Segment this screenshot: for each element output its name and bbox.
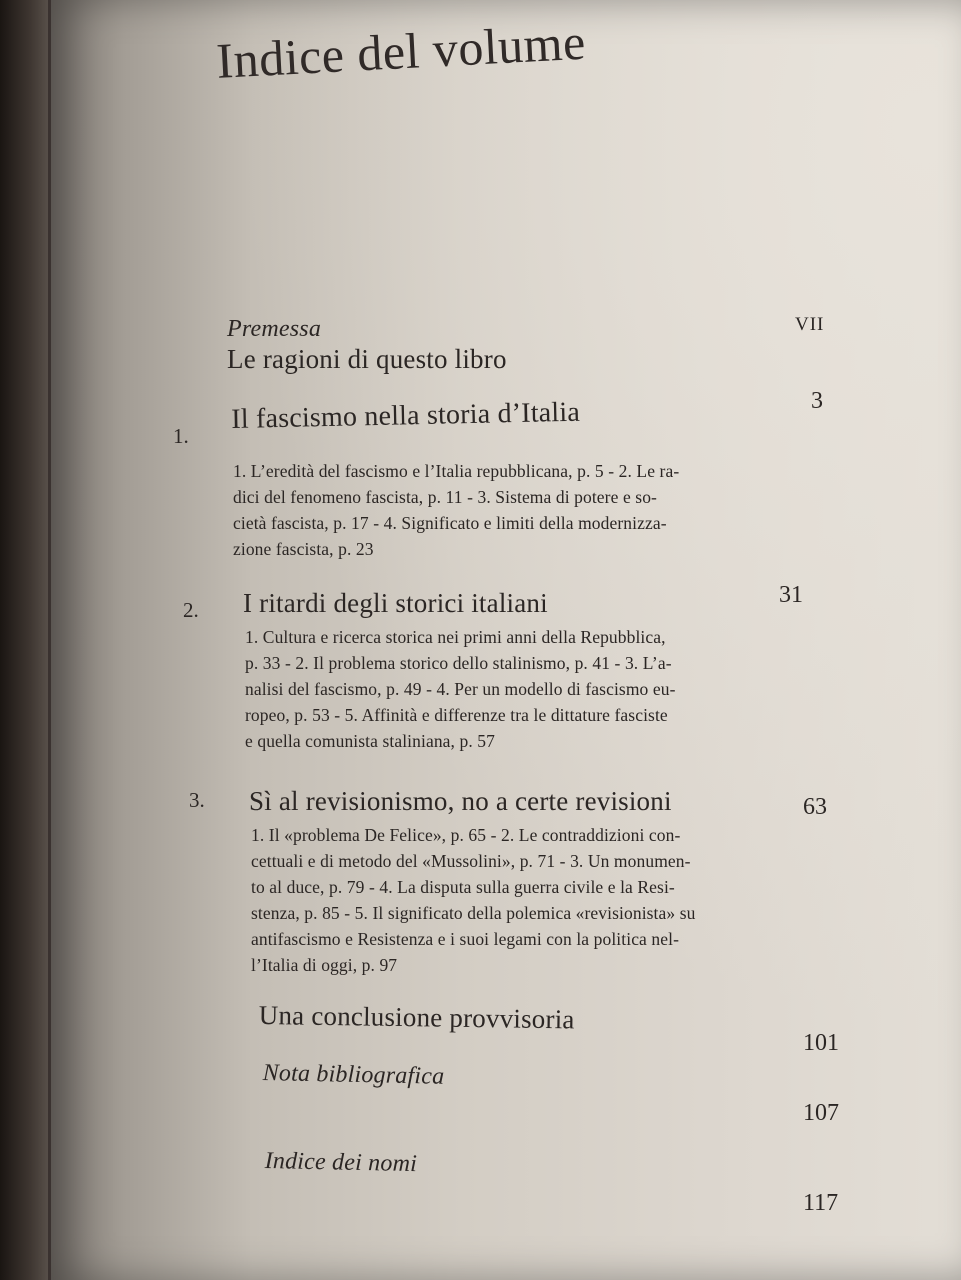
chapter-1-summary-line-2: dici del fenomeno fascista, p. 11 - 3. Sistema di potere e so- bbox=[233, 487, 657, 507]
chapter-1-summary-line-3: cietà fascista, p. 17 - 4. Significato e limiti della modernizza- bbox=[233, 513, 667, 533]
premessa-page: VII bbox=[795, 314, 825, 335]
chapter-1-title: Il fascismo nella storia d’Italia bbox=[231, 396, 581, 435]
nota-bibliografica-title: Nota bibliografica bbox=[262, 1060, 445, 1090]
chapter-3-title: Sì al revisionismo, no a certe revisioni bbox=[249, 786, 672, 816]
chapter-3-summary-line-4: stenza, p. 85 - 5. Il significato della polemica «revisionista» su bbox=[251, 903, 696, 923]
chapter-3-summary-line-3: to al duce, p. 79 - 4. La disputa sulla guerra civile e la Resi- bbox=[251, 877, 675, 897]
chapter-3-summary-line-1: 1. Il «problema De Felice», p. 65 - 2. Le contraddizioni con- bbox=[251, 825, 681, 845]
chapter-1-summary-line-1: 1. L’eredità del fascismo e l’Italia repubblicana, p. 5 - 2. Le ra- bbox=[233, 461, 680, 481]
chapter-1-page: 3 bbox=[811, 388, 823, 414]
chapter-3-summary-line-5: antifascismo e Resistenza e i suoi legami con la politica nel- bbox=[251, 929, 680, 949]
chapter-3-page: 63 bbox=[803, 794, 827, 820]
conclusione-page: 101 bbox=[803, 1030, 839, 1056]
chapter-3-number: 3. bbox=[189, 788, 205, 812]
premessa-title: Le ragioni di questo libro bbox=[227, 344, 507, 374]
chapter-2-summary-line-2: p. 33 - 2. Il problema storico dello stalinismo, p. 41 - 3. L’a- bbox=[245, 653, 672, 673]
indice-nomi-page: 117 bbox=[803, 1190, 839, 1216]
chapter-2-title: I ritardi degli storici italiani bbox=[243, 588, 548, 618]
premessa-label: Premessa bbox=[227, 316, 322, 342]
book-spine-shadow bbox=[0, 0, 50, 1280]
chapter-2-summary-line-3: nalisi del fascismo, p. 49 - 4. Per un modello di fascismo eu- bbox=[245, 679, 676, 699]
chapter-2-number: 2. bbox=[183, 598, 199, 622]
chapter-3-summary-line-2: cettuali e di metodo del «Mussolini», p. 71 - 3. Un monumen- bbox=[251, 851, 691, 871]
chapter-2-summary-line-1: 1. Cultura e ricerca storica nei primi anni della Repubblica, bbox=[245, 627, 666, 647]
chapter-3-summary-line-6: l’Italia di oggi, p. 97 bbox=[251, 955, 398, 975]
indice-nomi-title: Indice dei nomi bbox=[264, 1148, 418, 1178]
book-page bbox=[48, 0, 961, 1280]
chapter-2-page: 31 bbox=[779, 582, 803, 608]
chapter-2-summary-line-4: ropeo, p. 53 - 5. Affinità e differenze tra le dittature fasciste bbox=[245, 705, 668, 725]
chapter-2-summary-line-5: e quella comunista staliniana, p. 57 bbox=[245, 731, 495, 751]
conclusione-title: Una conclusione provvisoria bbox=[258, 1000, 575, 1035]
nota-bibliografica-page: 107 bbox=[803, 1100, 839, 1126]
page-title: Indice del volume bbox=[215, 13, 587, 89]
chapter-1-number: 1. bbox=[173, 424, 189, 448]
chapter-1-summary-line-4: zione fascista, p. 23 bbox=[233, 539, 374, 559]
